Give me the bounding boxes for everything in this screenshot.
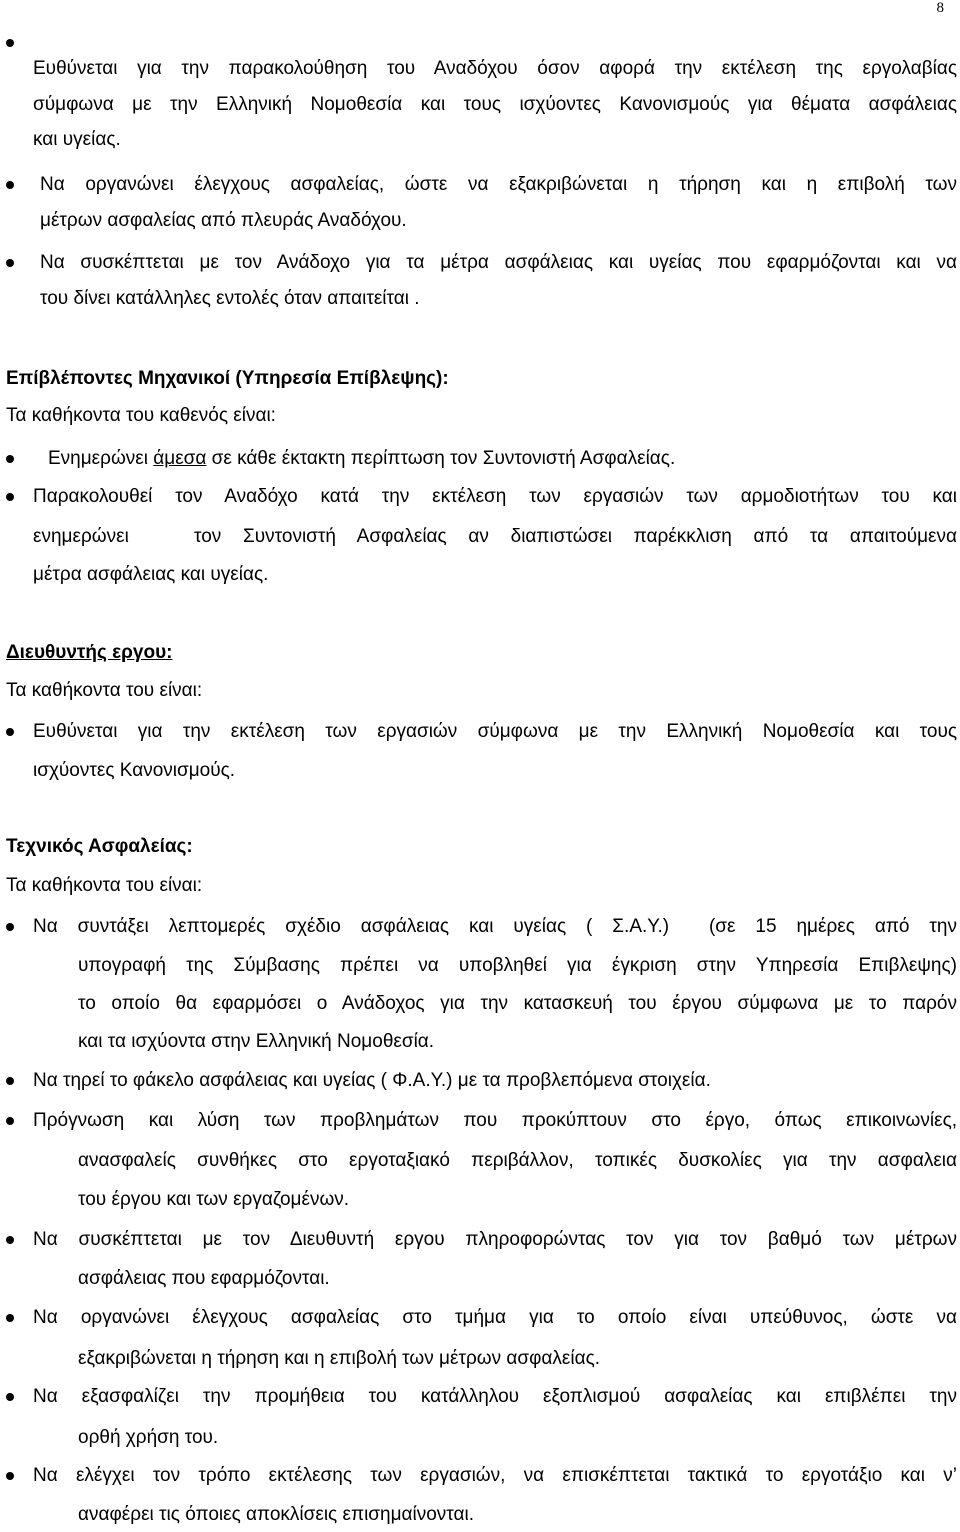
bullet-dot <box>6 39 14 47</box>
section-intro: Τα καθήκοντα του είναι: <box>6 680 203 701</box>
text-line: αναφέρει τις όποιες αποκλίσεις επισημαίνονται. <box>78 1504 475 1525</box>
text-line: Να συσκέπτεται με τον Διευθυντή εργου πληροφορώντας τον για τον βαθμό των μέτρων <box>33 1229 957 1250</box>
text-line: Να οργανώνει έλεγχους ασφαλείας, ώστε να εξακριβώνεται η τήρηση και η επιβολή των <box>40 174 957 195</box>
page-number: 8 <box>936 0 944 16</box>
text-line: Παρακολουθεί τον Αναδόχο κατά την εκτέλεση των εργασιών των αρμοδιοτήτων του και <box>33 486 957 507</box>
bullet-dot <box>6 1393 14 1401</box>
bullet-dot <box>6 455 14 463</box>
text-line: εξακριβώνεται η τήρηση και η επιβολή των μέτρων ασφαλείας. <box>78 1348 600 1369</box>
text-line: το οποίο θα εφαρμόσει ο Ανάδοχος για την κατασκευή του έργου σύμφωνα με το παρόν <box>78 993 957 1014</box>
text-line: Να εξασφαλίζει την προμήθεια του κατάλληλου εξοπλισμού ασφαλείας και επιβλέπει την <box>33 1386 957 1407</box>
section-heading: Επίβλέποντες Μηχανικοί (Υπηρεσία Επίβλεψης): <box>6 368 449 389</box>
text-line: ενημερώνει τον Συντονιστή Ασφαλείας αν διαπιστώσει παρέκκλιση από τα απαιτούμενα <box>33 526 957 547</box>
bullet-dot <box>6 1077 14 1085</box>
text-line: ασφάλειας που εφαρμόζονται. <box>78 1268 330 1289</box>
emphasis-text: άμεσα <box>153 448 207 469</box>
bullet-dot <box>6 1314 14 1322</box>
text-line: ισχύοντες Κανονισμούς. <box>33 760 236 781</box>
bullet-dot <box>6 259 14 267</box>
section-heading: Τεχνικός Ασφαλείας: <box>6 836 193 857</box>
bullet-dot <box>6 181 14 189</box>
bullet-dot <box>6 923 14 931</box>
text-line: του δίνει κατάλληλες εντολές όταν απαιτείται . <box>40 288 420 309</box>
text-line: ανασφαλείς συνθήκες στο εργοταξιακό περιβάλλον, τοπικές δυσκολίες για την ασφαλεια <box>78 1150 957 1171</box>
text-line: ορθή χρήση του. <box>78 1427 219 1448</box>
text-line: Ευθύνεται για την παρακολούθηση του Αναδόχου όσον αφορά την εκτέλεση της εργολαβίας <box>33 58 957 79</box>
text-line: Να συσκέπτεται με τον Ανάδοχο για τα μέτρα ασφάλειας και υγείας που εφαρμόζονται και να <box>40 252 957 273</box>
bullet-dot <box>6 1472 14 1480</box>
text-line: του έργου και των εργαζομένων. <box>78 1189 350 1210</box>
text-line: Ενημερώνει άμεσα σε κάθε έκτακτη περίπτωση τον Συντονιστή Ασφαλείας. <box>48 448 676 469</box>
text-line: Να τηρεί το φάκελο ασφάλειας και υγείας ( Φ.Α.Υ.) με τα προβλεπόμενα στοιχεία. <box>33 1070 711 1091</box>
text-line: σύμφωνα με την Ελληνική Νομοθεσία και τους ισχύοντες Κανονισμούς για θέματα ασφάλειας <box>33 94 957 115</box>
text-line: Πρόγνωση και λύση των προβλημάτων που προκύπτουν στο έργο, όπως επικοινωνίες, <box>33 1110 957 1131</box>
text-line: μέτρα ασφάλειας και υγείας. <box>33 564 269 585</box>
text-line: Ευθύνεται για την εκτέλεση των εργασιών σύμφωνα με την Ελληνική Νομοθεσία και τους <box>33 721 957 742</box>
bullet-dot <box>6 1117 14 1125</box>
text-line: και τα ισχύοντα στην Ελληνική Νομοθεσία. <box>78 1031 435 1052</box>
section-intro: Τα καθήκοντα του είναι: <box>6 875 203 896</box>
section-heading: Διευθυντής εργου: <box>6 642 173 663</box>
text-line: Να οργανώνει έλεγχους ασφαλείας στο τμήμα για το οποίο είναι υπεύθυνος, ώστε να <box>33 1307 957 1328</box>
section-intro: Τα καθήκοντα του καθενός είναι: <box>6 405 276 426</box>
text-line: μέτρων ασφαλείας από πλευράς Αναδόχου. <box>40 210 407 231</box>
text-line: υπογραφή της Σύμβασης πρέπει να υποβληθεί για έγκριση στην Υπηρεσία Επιβλεψης) <box>78 955 957 976</box>
text-line: Να συντάξει λεπτομερές σχέδιο ασφάλειας και υγείας ( Σ.Α.Υ.) (σε 15 ημέρες από την <box>33 916 957 937</box>
bullet-dot <box>6 493 14 501</box>
text-line: και υγείας. <box>33 129 121 150</box>
text-line: Να ελέγχει τον τρόπο εκτέλεσης των εργασιών, να επισκέπτεται τακτικά το εργοτάξιο και ν’ <box>33 1465 957 1486</box>
bullet-dot <box>6 1236 14 1244</box>
bullet-dot <box>6 728 14 736</box>
